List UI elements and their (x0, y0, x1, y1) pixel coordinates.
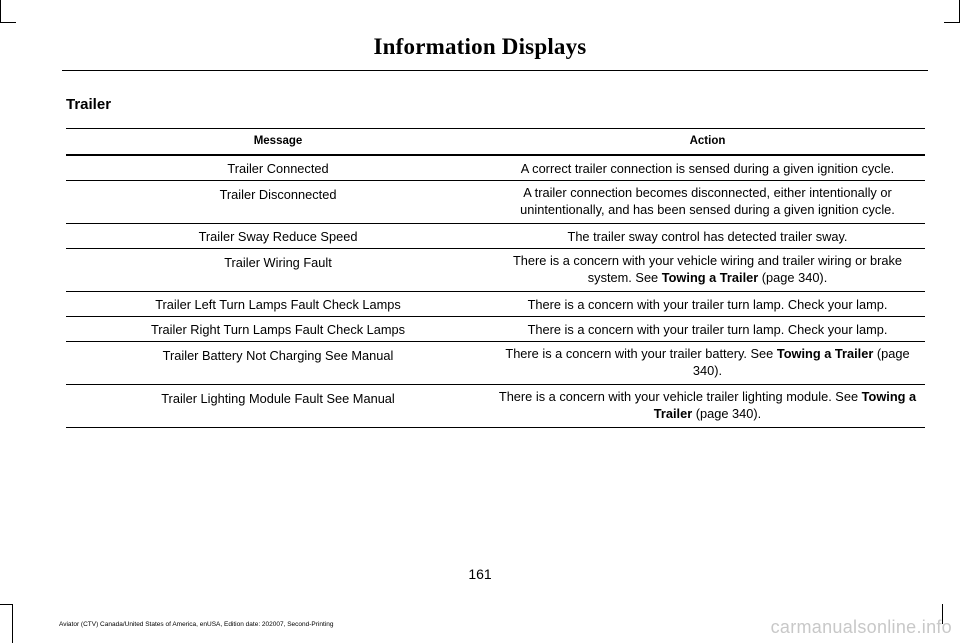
table-row (66, 224, 925, 249)
action-cell: A trailer connection becomes disconnected, either intentionally or unintentionally, and has been sensed during a given ignition cycle. (490, 181, 925, 224)
action-cell: There is a concern with your trailer turn lamp. Check your lamp. (490, 317, 925, 342)
cross-reference-link[interactable]: Towing a Trailer (776, 346, 874, 361)
table-row (66, 292, 925, 317)
action-text: There is a concern with your trailer battery. See (505, 346, 774, 361)
action-cell (490, 249, 925, 292)
page-reference: (page 340). (761, 270, 828, 285)
footer-edition-text: Aviator (CTV) Canada/United States of America, enUSA, Edition date: 202007, Second-Printing (59, 621, 334, 628)
action-cell (490, 385, 925, 428)
page-reference: (page 340). (692, 346, 910, 378)
message-cell: Trailer Disconnected (66, 181, 490, 224)
action-cell (490, 342, 925, 385)
table-row (66, 249, 925, 292)
message-cell: Trailer Wiring Fault (66, 249, 490, 292)
action-cell: A correct trailer connection is sensed during a given ignition cycle. (490, 155, 925, 181)
crop-mark (944, 22, 960, 23)
page-title: Information Displays (373, 34, 587, 59)
message-cell: Trailer Right Turn Lamps Fault Check Lamps (66, 317, 490, 342)
cross-reference-link[interactable]: Towing a Trailer (661, 270, 759, 285)
table-header-row (66, 129, 925, 156)
column-header-action: Action (490, 129, 925, 156)
table-row (66, 317, 925, 342)
message-cell: Trailer Battery Not Charging See Manual (66, 342, 490, 385)
message-cell: Trailer Connected (66, 155, 490, 181)
crop-mark (0, 0, 1, 22)
table-row (66, 342, 925, 385)
page-number: 161 (468, 566, 492, 582)
watermark: carmanualsonline.info (770, 617, 952, 637)
crop-mark (12, 604, 13, 643)
crop-mark (0, 22, 16, 23)
message-cell: Trailer Lighting Module Fault See Manual (66, 385, 490, 428)
column-header-message: Message (66, 129, 490, 156)
table-row (66, 385, 925, 428)
title-divider (62, 70, 928, 71)
action-cell: There is a concern with your trailer turn lamp. Check your lamp. (490, 292, 925, 317)
table-row (66, 181, 925, 224)
crop-mark (0, 604, 13, 605)
action-cell: The trailer sway control has detected trailer sway. (490, 224, 925, 249)
table-row (66, 155, 925, 181)
message-cell: Trailer Left Turn Lamps Fault Check Lamps (66, 292, 490, 317)
section-heading: Trailer (66, 96, 112, 113)
action-text: There is a concern with your vehicle wiring and trailer wiring or brake system. See (512, 253, 903, 285)
cross-reference-link[interactable]: Towing a Trailer (653, 389, 917, 421)
message-table (66, 128, 925, 428)
action-text: There is a concern with your vehicle trailer lighting module. See (498, 389, 859, 404)
page-reference: (page 340). (695, 406, 762, 421)
message-cell: Trailer Sway Reduce Speed (66, 224, 490, 249)
